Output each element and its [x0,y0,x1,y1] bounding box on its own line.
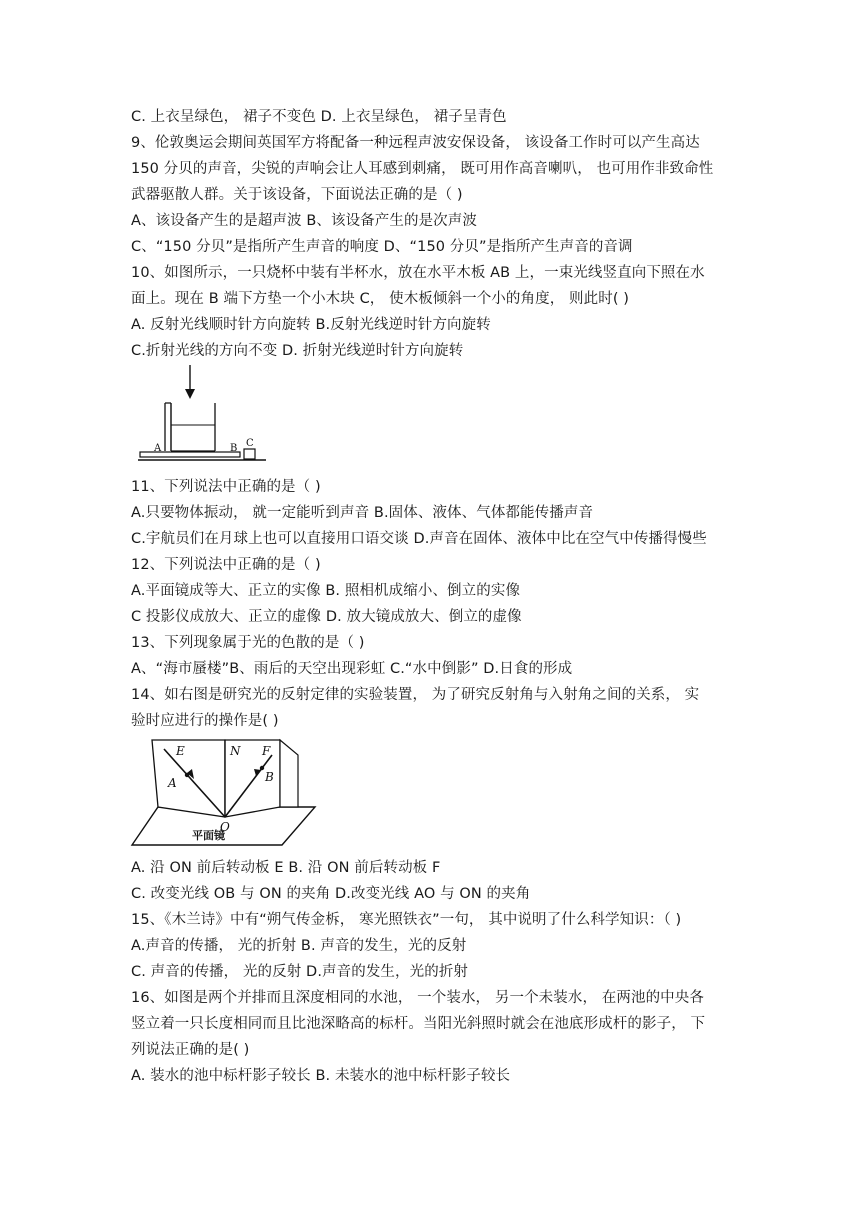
question-9-line-2: 150 分贝的声音，尖锐的声响会让人耳感到刺痛， 既可用作高音喇叭， 也可用作非致命性 [131,161,714,177]
question-12-stem: 12、下列说法中正确的是（ ) [131,557,321,573]
question-16-line-1: 16、如图是两个并排而且深度相同的水池， 一个装水， 另一个未装水， 在两池的中央各 [131,990,704,1006]
label-c: C [246,438,254,449]
question-9-line-3: 武器驱散人群。关于该设备，下面说法正确的是（ ) [131,187,463,203]
question-14-option-cd: C. 改变光线 OB 与 ON 的夹角 D.改变光线 AO 与 ON 的夹角 [131,886,531,902]
question-15-option-cd: C. 声音的传播， 光的反射 D.声音的发生，光的折射 [131,964,469,980]
question-10-option-cd: C.折射光线的方向不变 D. 折射光线逆时针方向旋转 [131,343,464,359]
question-10-option-ab: A. 反射光线顺时针方向旋转 B.反射光线逆时针方向旋转 [131,317,491,333]
question-12-option-ab: A.平面镜成等大、正立的实像 B. 照相机成缩小、倒立的实像 [131,583,521,599]
beaker-figure [138,363,268,468]
question-14-option-ab: A. 沿 ON 前后转动板 E B. 沿 ON 前后转动板 F [131,860,441,876]
question-10-line-2: 面上。现在 B 端下方垫一个小木块 C， 使木板倾斜一个小的角度， 则此时( ) [131,291,630,307]
question-16-line-2: 竖立着一只长度相同而且比池深略高的标杆。当阳光斜照时就会在池底形成杆的影子， 下 [131,1016,706,1032]
question-9-option-cd: C、“150 分贝”是指所产生声音的响度 D、“150 分贝”是指所产生声音的音调 [131,239,633,255]
label-a: A [154,443,162,454]
question-16-line-3: 列说法正确的是( ) [131,1042,250,1058]
question-11-stem: 11、下列说法中正确的是（ ) [131,479,321,495]
label-b: B [265,770,274,784]
question-14-line-2: 验时应进行的操作是( ) [131,713,279,729]
question-12-option-cd: C 投影仪成放大、正立的虚像 D. 放大镜成放大、倒立的虚像 [131,609,522,625]
question-15-option-ab: A.声音的传播， 光的折射 B. 声音的发生，光的反射 [131,938,467,954]
question-9-option-ab: A、该设备产生的是超声波 B、该设备产生的是次声波 [131,213,477,229]
question-15-stem: 15、《木兰诗》中有“朔气传金柝， 寒光照铁衣”一句， 其中说明了什么科学知识：（ ) [131,912,682,928]
question-13-options: A、“海市蜃楼”B、雨后的天空出现彩虹 C.“水中倒影” D.日食的形成 [131,661,573,677]
question-13-stem: 13、下列现象属于光的色散的是（ ) [131,635,365,651]
question-10-line-1: 10、如图所示，一只烧杯中装有半杯水，放在水平木板 AB 上，一束光线竖直向下照在水 [131,265,705,281]
question-9-line-1: 9、伦敦奥运会期间英国军方将配备一种远程声波安保设备， 该设备工作时可以产生高达 [131,135,700,151]
mirror-caption: 平面镜 [192,829,225,842]
question-16-option-ab: A. 装水的池中标杆影子较长 B. 未装水的池中标杆影子较长 [131,1068,511,1084]
label-e: E [176,744,185,758]
label-n: N [230,744,241,758]
text-line: C. 上衣呈绿色， 裙子不变色 D. 上衣呈绿色， 裙子呈青色 [131,109,507,125]
label-o: O [220,820,230,834]
reflection-figure [130,735,320,850]
question-14-line-1: 14、如右图是研究光的反射定律的实验装置， 为了研究反射角与入射角之间的关系， 实 [131,687,700,703]
label-f: F [262,744,271,758]
label-b: B [230,443,238,454]
question-11-option-cd: C.宇航员们在月球上也可以直接用口语交谈 D.声音在固体、液体中比在空气中传播得慢些 [131,531,707,547]
label-a: A [168,776,177,790]
question-11-option-ab: A.只要物体振动， 就一定能听到声音 B.固体、液体、气体都能传播声音 [131,505,594,521]
